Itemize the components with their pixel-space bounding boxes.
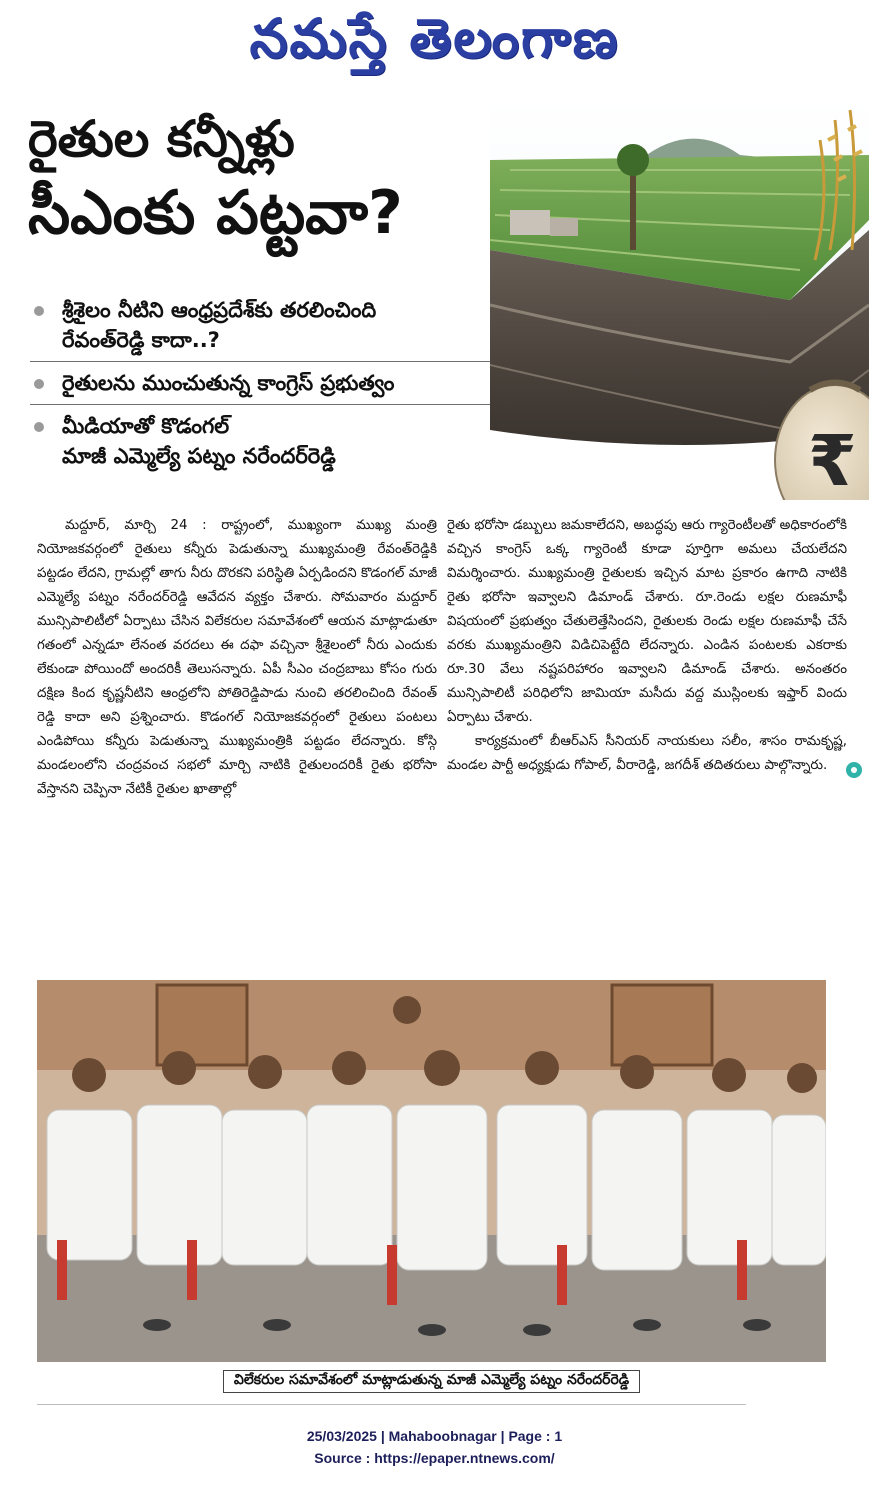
bullet-list <box>30 295 490 471</box>
bullet-text: రైతులను ముంచుతున్న కాంగ్రెస్ ప్రభుత్వం <box>62 371 395 395</box>
photo-caption <box>37 1370 826 1393</box>
bullet-text: మీడియాతో కొడంగల్ <box>62 414 230 438</box>
bullet-item <box>30 295 490 362</box>
article-column-2 <box>447 514 847 778</box>
article-paragraph: రైతు భరోసా డబ్బులు జమకాలేదని, అబద్ధపు ఆరు గ్యారెంటీలతో అధికారంలోకి వచ్చిన కాంగ్రెస్ ఒక్క గ్యారెంటీ కూడా పూర్తిగా అమలు చేయలేదని విమర్శించారు. ముఖ్యమంత్రి రైతులకు ఇచ్చిన మాట ప్రకారం ఉగాది నాటికి రైతు భరోసా ఇవ్వాలని డిమాండ్ చేశారు. రూ.రెండు లక్షల రుణమాఫీ విషయంలో ప్రభుత్వం చేతులెత్తేసిందని, రైతులకు రెండు లక్షల రుణమాఫీ చేసే వరకు ముఖ్యమంత్రిని విడిచిపెట్టేది లేదన్నారు. ఎండిన పంటలకు ఎకరాకు రూ.30 వేలు నష్టపరిహారం ఇవ్వాలని డిమాండ్ చేశారు. అనంతరం మున్సిపాలిటీ పరిధిలోని జామియా మసీదు వద్ద ముస్లింలకు ఇఫ్తార్ విందు ఏర్పాటు చేశారు. <box>447 518 847 725</box>
bullet-dot <box>34 306 44 316</box>
farmland-illustration <box>490 100 869 500</box>
share-icon[interactable] <box>844 760 864 780</box>
headline-line-2: సీఎంకు పట్టవా? <box>28 178 403 248</box>
footer-date-edition: 25/03/2025 | Mahaboobnagar | Page : 1 <box>306 1428 563 1444</box>
divider <box>37 1404 746 1405</box>
hero-illustration <box>490 100 869 500</box>
bullet-text: రేవంత్‌రెడ్డి కాదా..? <box>62 328 220 352</box>
masthead <box>0 0 869 88</box>
article-column-1 <box>37 514 437 802</box>
masthead-title: నమస్తే తెలంగాణ <box>249 6 620 70</box>
photo-caption-text: విలేకరుల సమావేశంలో మాట్లాడుతున్న మాజీ ఎమ్మెల్యే పట్నం నరేందర్‌రెడ్డి <box>223 1370 640 1393</box>
bullet-item <box>30 411 490 471</box>
footer-source-link[interactable]: Source : https://epaper.ntnews.com/ <box>314 1450 555 1466</box>
group-photo <box>37 980 826 1362</box>
article-paragraph: మద్దూర్, మార్చి 24 : రాష్ట్రంలో, ముఖ్యంగా ముఖ్య మంత్రి నియోజకవర్గంలో రైతులు కన్నీరు పెడుతున్నా ముఖ్యమంత్రి రేవంత్‌రెడ్డికి పట్టడం లేదని, గ్రామల్లో తాగు నీరు దొరకని పరిస్థితి ఏర్పడిందని కొడంగల్ మాజీ ఎమ్మెల్యే పట్నం నరేందర్‌రెడ్డి ఆవేదన వ్యక్తం చేశారు. సోమవారం మద్దూర్ మున్సిపాలిటీలో ఏర్పాటు చేసిన విలేకరుల సమావేశంలో ఆయన మాట్లాడుతూ గతంలో ఎన్నడూ లేనంత వరదలు ఈ దఫా వచ్చినా శ్రీశైలంలో నీరు ఎందుకు లేకుండా పోయిందో అందరికీ తెలుసన్నారు. ఏపీ సీఎం చంద్రబాబు కోసం గురు దక్షిణ కింద కృష్ణనీటిని ఆంధ్రలోని పోతిరెడ్డిపాడు నుంచి తరలించింది రేవంత్ రెడ్డి కాదా అని ప్రశ్నించారు. కొడంగల్ నియోజకవర్గంలో రైతులు పంటలు ఎండిపోయి కన్నీరు పెడుతున్నా ముఖ్యమంత్రికి పట్టడం లేదన్నారు. కోస్గి మండలంలోని చంద్రవంచ సభలో మార్చి నాటికి రైతులందరికీ రైతు భరోసా వేస్తానని చెప్పినా నేటికీ రైతుల ఖాతాల్లో <box>37 518 437 797</box>
svg-text:₹: ₹ <box>808 420 857 500</box>
bullet-text: మాజీ ఎమ్మెల్యే పట్నం నరేందర్‌రెడ్డి <box>62 444 336 468</box>
press-meet-photo <box>37 980 826 1362</box>
bullet-item <box>30 368 490 405</box>
bullet-dot <box>34 379 44 389</box>
bullet-dot <box>34 422 44 432</box>
article-paragraph: కార్యక్రమంలో బీఆర్‌ఎస్ సీనియర్ నాయకులు సలీం, శాసం రామకృష్ణ, మండల పార్టీ అధ్యక్షుడు గోపాల్, వీరారెడ్డి, జగదీశ్ తదితరులు పాల్గొన్నారు. <box>447 734 847 773</box>
bullet-text: శ్రీశైలం నీటిని ఆంధ్రప్రదేశ్‌కు తరలించింది <box>62 298 377 322</box>
headline-line-1: రైతుల కన్నీళ్లు <box>28 110 295 168</box>
